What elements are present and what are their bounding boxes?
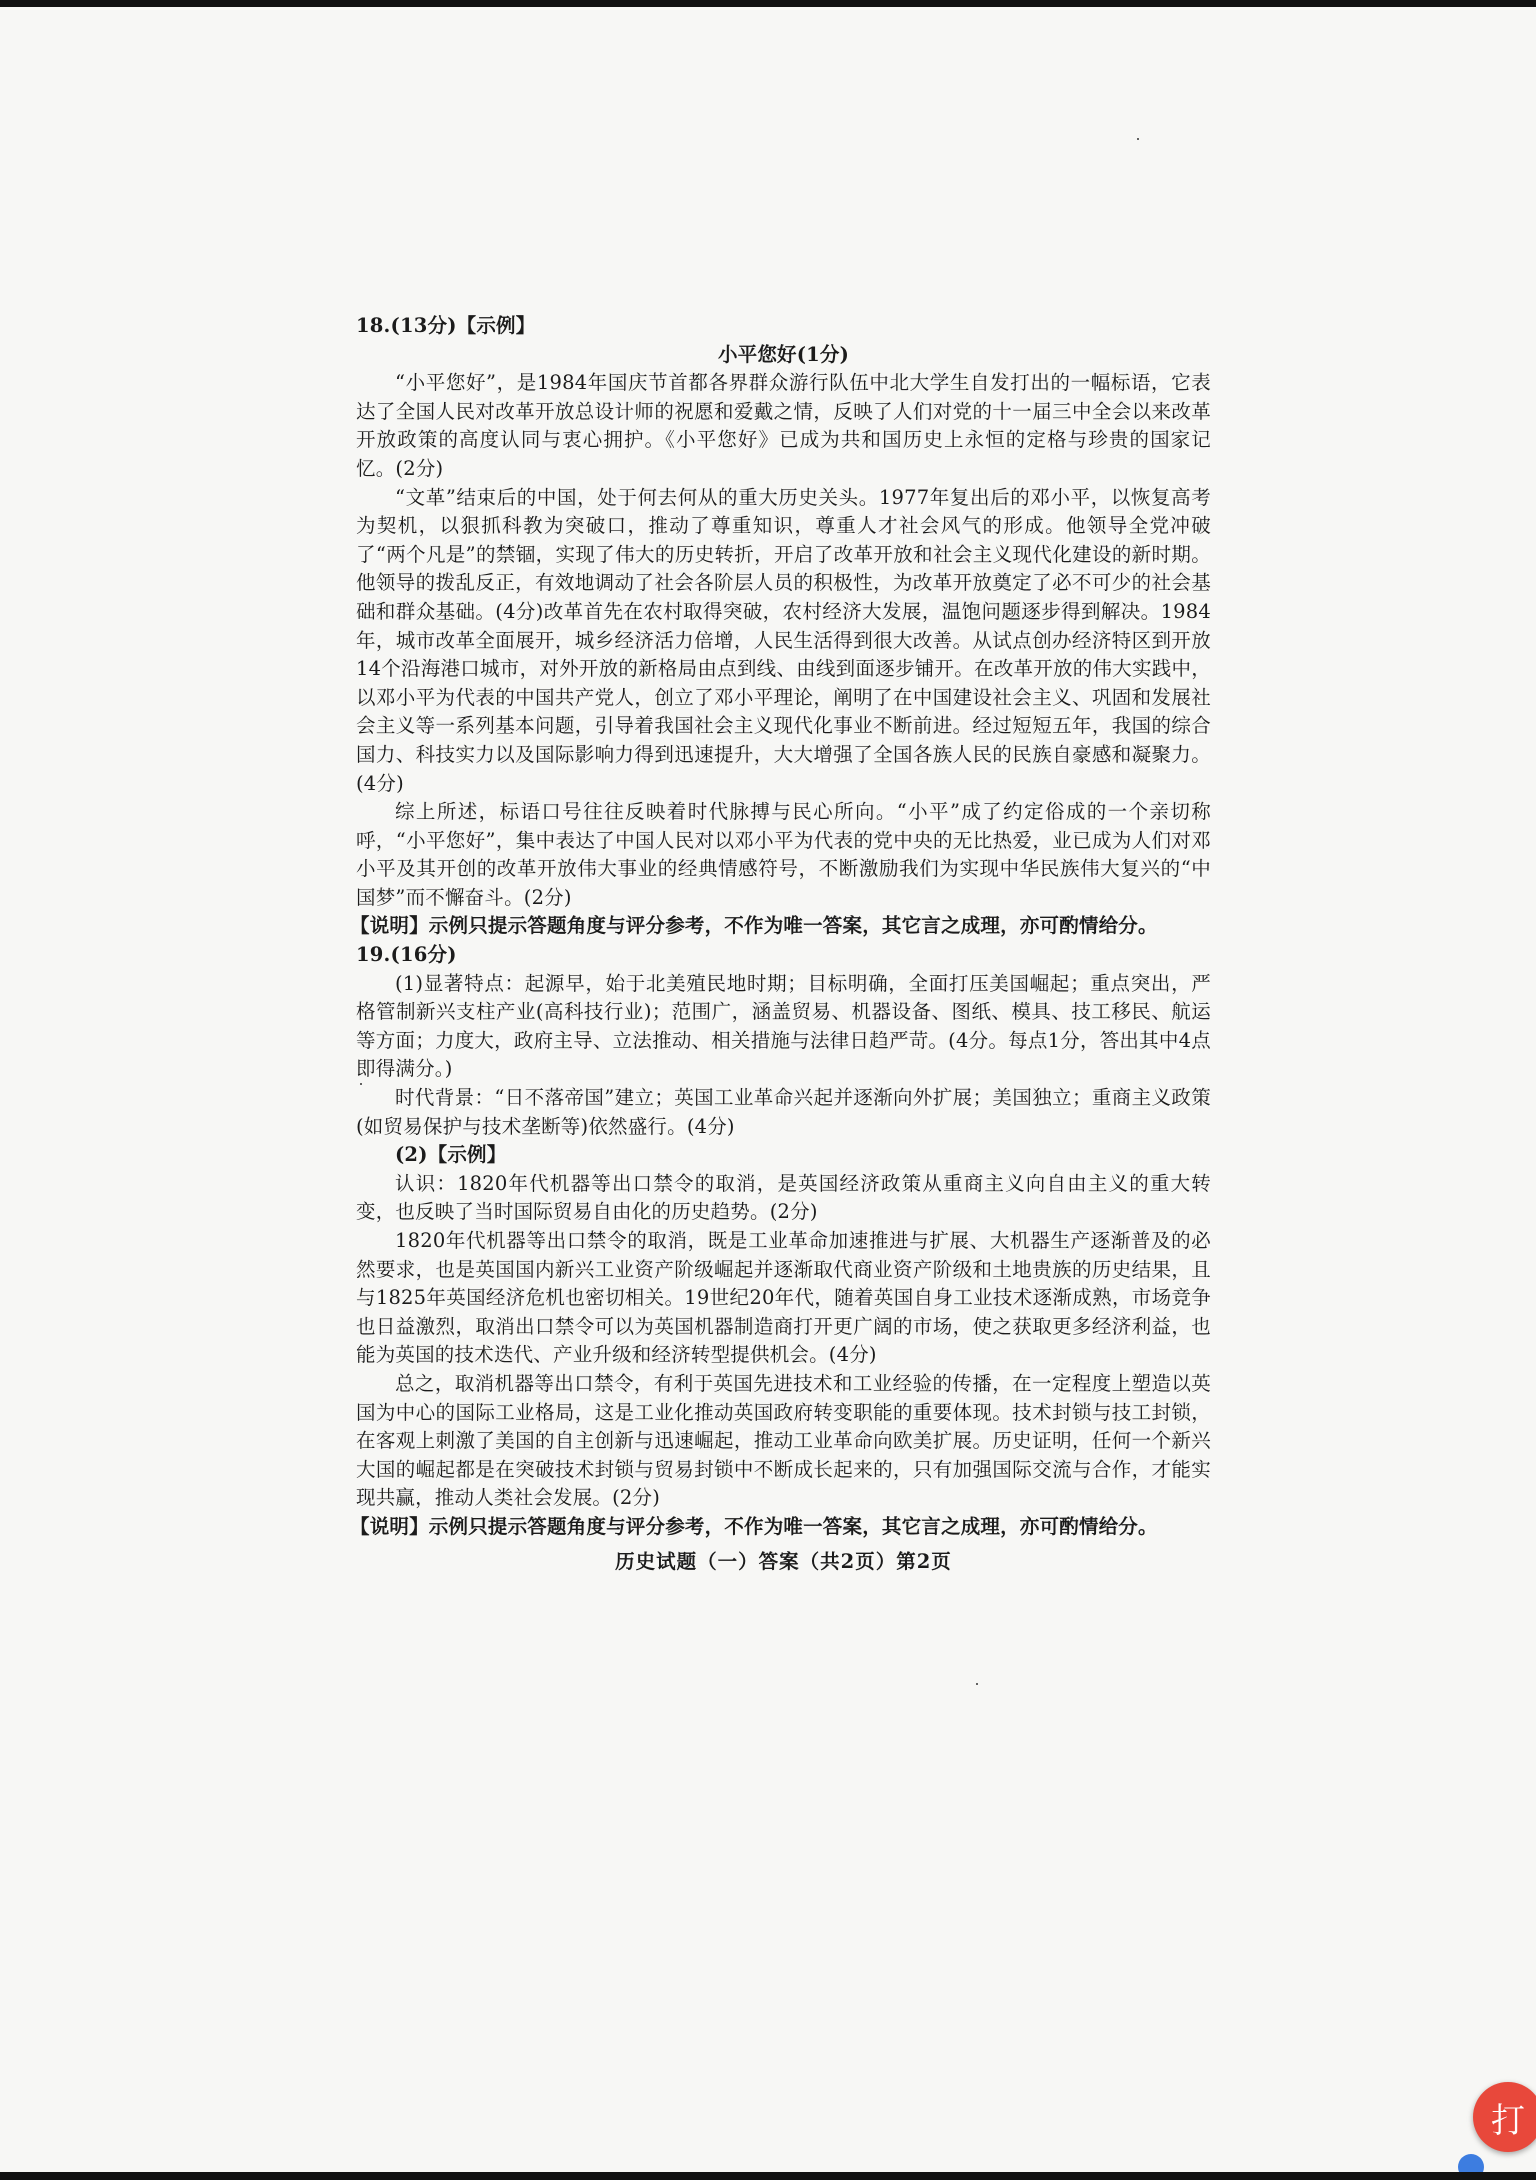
essay-title: 小平您好(1分) bbox=[717, 342, 850, 366]
question-19-heading: 19.(16分) bbox=[356, 943, 457, 967]
q18-paragraph: “小平您好”，是1984年国庆节首都各界群众游行队伍中北大学生自发打出的一幅标语，它表达了全国人民对改革开放总设计师的祝愿和爱戴之情，反映了人们对党的十一届三中全会以来改革开放政策的高度认同与衷心拥护。《小平您好》已成为共和国历史上永恒的定格与珍贵的国家记忆。(2分) bbox=[356, 371, 1211, 480]
scan-speck bbox=[976, 1683, 978, 1685]
q18-paragraph: 综上所述，标语口号往往反映着时代脉搏与民心所向。“小平”成了约定俗成的一个亲切称呼，“小平您好”，集中表达了中国人民对以邓小平为代表的党中央的无比热爱，业已成为人们对邓小平及其开创的改革开放伟大事业的经典情感符号，不断激励我们为实现中华民族伟大复兴的“中国梦”而不懈奋斗。(2分) bbox=[356, 800, 1211, 909]
q19-paragraph: 总之，取消机器等出口禁令，有利于英国先进技术和工业经验的传播，在一定程度上塑造以英国为中心的国际工业格局，这是工业化推动英国政府转变职能的重要体现。技术封锁与技工封锁，在客观上刺激了美国的自主创新与迅速崛起，推动工业革命向欧美扩展。历史证明，任何一个新兴大国的崛起都是在突破技术封锁与贸易封锁中不断成长起来的，只有加强国际交流与合作，才能实现共赢，推动人类社会发展。(2分) bbox=[356, 1371, 1211, 1510]
q19-note: 【说明】示例只提示答题角度与评分参考，不作为唯一答案，其它言之成理，亦可酌情给分。 bbox=[350, 1514, 1158, 1538]
scan-speck bbox=[1137, 138, 1139, 140]
q19-background: 时代背景：“日不落帝国”建立；英国工业革命兴起并逐渐向外扩展；美国独立；重商主义政策(如贸易保护与技术垄断等)依然盛行。(4分) bbox=[356, 1086, 1211, 1138]
scan-top-edge bbox=[0, 0, 1536, 7]
q18-paragraph: “文革”结束后的中国，处于何去何从的重大历史关头。1977年复出后的邓小平，以恢复高考为契机，以狠抓科教为突破口，推动了尊重知识，尊重人才社会风气的形成。他领导全党冲破了“两个凡是”的禁锢，实现了伟大的历史转折，开启了改革开放和社会主义现代化建设的新时期。他领导的拨乱反正，有效地调动了社会各阶层人员的积极性，为改革开放奠定了必不可少的社会基础和群众基础。(4分)改革首先在农村取得突破，农村经济大发展，温饱问题逐步得到解决。1984年，城市改革全面展开，城乡经济活力倍增，人民生活得到很大改善。从试点创办经济特区到开放14个沿海港口城市，对外开放的新格局由点到线、由线到面逐步铺开。在改革开放的伟大实践中，以邓小平为代表的中国共产党人，创立了邓小平理论，阐明了在中国建设社会主义、巩固和发展社会主义等一系列基本问题，引导着我国社会主义现代化事业不断前进。经过短短五年，我国的综合国力、科技实力以及国际影响力得到迅速提升，大大增强了全国各族人民的民族自豪感和凝聚力。(4分) bbox=[356, 485, 1211, 795]
print-floating-button[interactable] bbox=[1473, 2082, 1536, 2152]
page-footer: 历史试题（一）答案（共2页）第2页 bbox=[615, 1549, 952, 1573]
q19-part2-label: (2)【示例】 bbox=[395, 1143, 507, 1167]
scan-bottom-edge bbox=[0, 2172, 1536, 2180]
q19-paragraph: 认识：1820年代机器等出口禁令的取消，是英国经济政策从重商主义向自由主义的重大转变，也反映了当时国际贸易自由化的历史趋势。(2分) bbox=[356, 1171, 1211, 1224]
q18-note: 【说明】示例只提示答题角度与评分参考，不作为唯一答案，其它言之成理，亦可酌情给分。 bbox=[350, 914, 1158, 938]
question-18-heading: 18.(13分)【示例】 bbox=[356, 314, 536, 337]
print-button-label: 打 bbox=[1491, 2100, 1525, 2141]
answer-sheet bbox=[350, 312, 1211, 1576]
q19-part1: (1)显著特点：起源早，始于北美殖民地时期；目标明确，全面打压美国崛起；重点突出，严格管制新兴支柱产业(高科技行业)；范围广，涵盖贸易、机器设备、图纸、模具、技工移民、航运等方面；力度大，政府主导、立法推动、相关措施与法律日趋严苛。(4分。每点1分，答出其中4点即得满分。) bbox=[356, 971, 1211, 1081]
q19-paragraph: 1820年代机器等出口禁令的取消，既是工业革命加速推进与扩展、大机器生产逐渐普及的必然要求，也是英国国内新兴工业资产阶级崛起并逐渐取代商业资产阶级和土地贵族的历史结果，且与1825年英国经济危机也密切相关。19世纪20年代，随着英国自身工业技术逐渐成熟，市场竞争也日益激烈，取消出口禁令可以为英国机器制造商打开更广阔的市场，使之获取更多经济利益，也能为英国的技术迭代、产业升级和经济转型提供机会。(4分) bbox=[356, 1229, 1211, 1367]
